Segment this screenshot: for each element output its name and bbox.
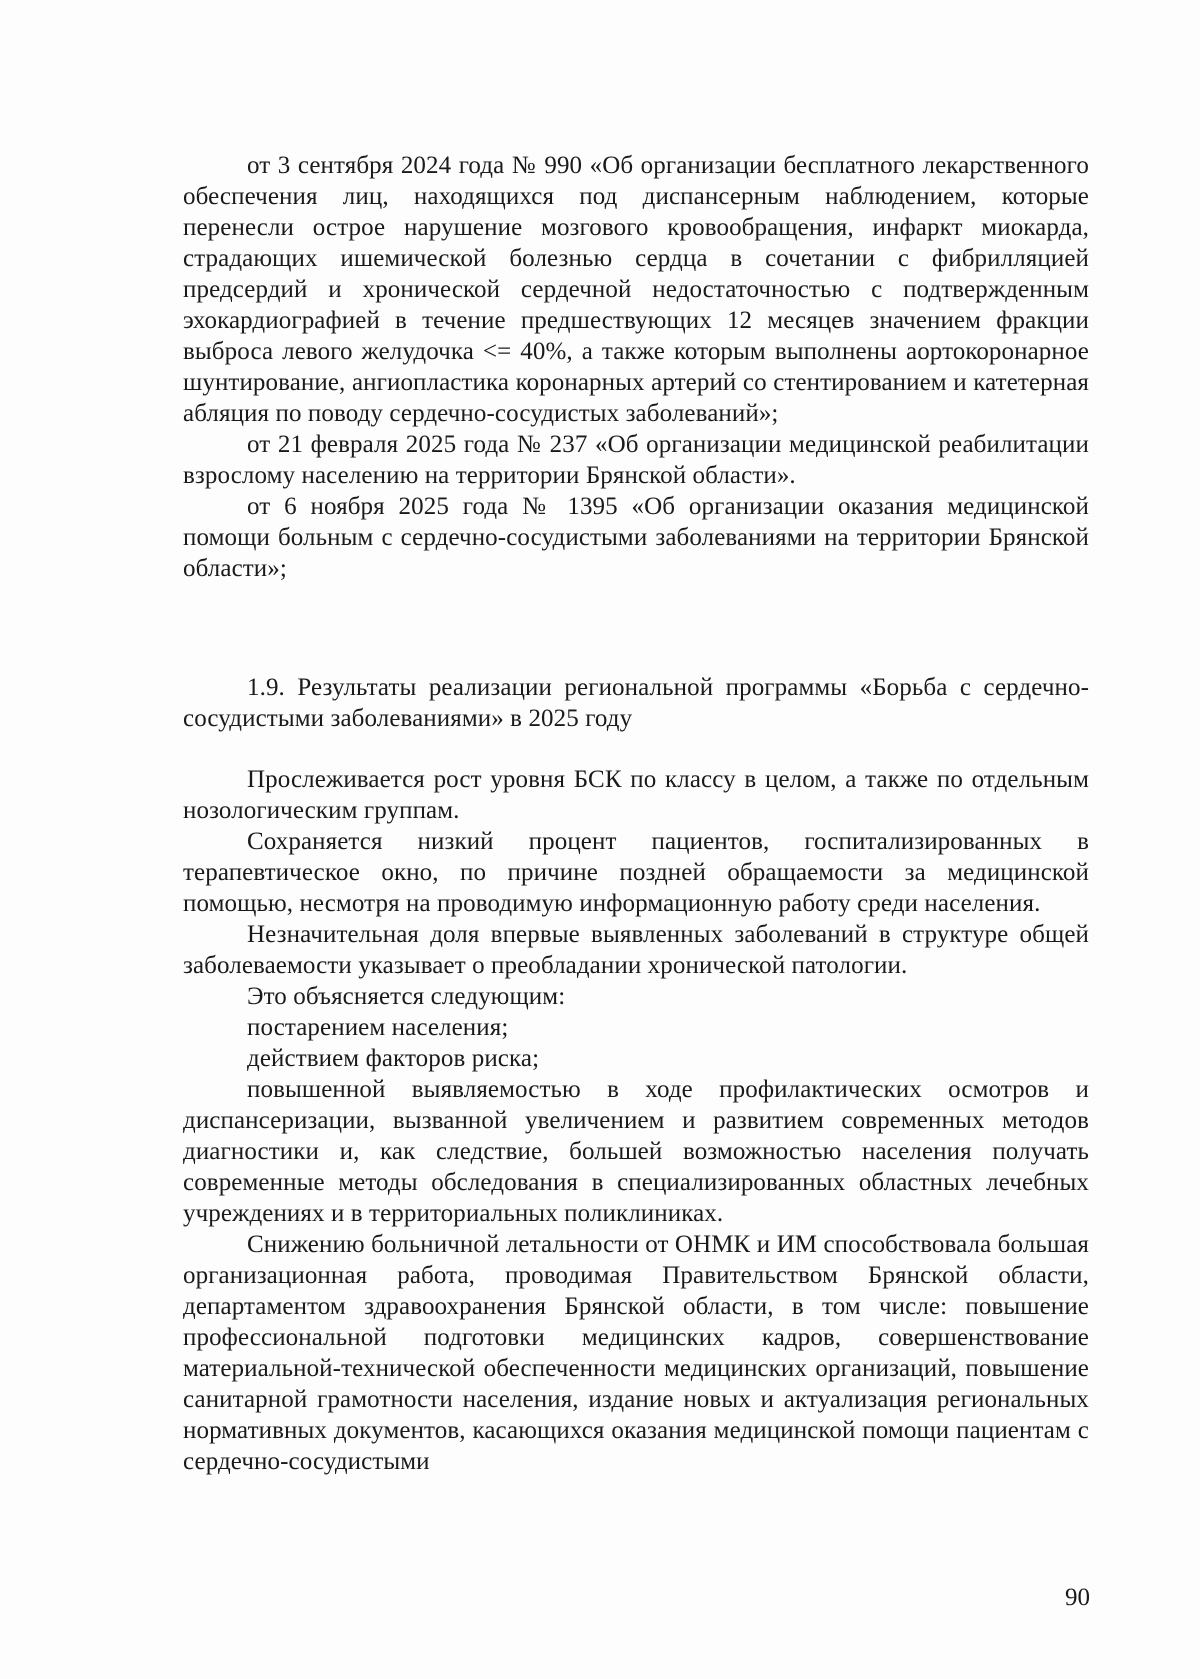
body-paragraph-2: Сохраняется низкий процент пациентов, госпитализированных в терапевтическое окно, по причине поздней обращаемости за медицинской помощью, несмотря на проводимую информационную работу среди населения. [183, 828, 1089, 917]
page-number: 90 [1065, 1584, 1090, 1611]
body-text-block [183, 764, 1089, 1477]
legal-references-block [183, 150, 1089, 584]
body-paragraph-7: повышенной выявляемостью в ходе профилактических осмотров и диспансеризации, вызванной увеличением и развитием современных методов диагностики и, как следствие, большей возможностью населения получать современные методы обследования в специализированных областных лечебных учреждениях и в территориальных поликлиниках. [183, 1076, 1089, 1227]
reference-paragraph-2: от 21 февраля 2025 года № 237 «Об организации медицинской реабилитации взрослому населению на территории Брянской области». [183, 431, 1089, 489]
section-heading: 1.9. Результаты реализации региональной программы «Борьба с сердечно-сосудистыми заболеваниями» в 2025 году [183, 674, 1089, 732]
body-paragraph-8: Снижению больничной летальности от ОНМК и ИМ способствовала большая организационная работа, проводимая Правительством Брянской области, департаментом здравоохранения Брянской области, в том числе: повышение профессиональной подготовки медицинских кадров, совершенствование материальной-технической обеспеченности медицинских организаций, повышение санитарной грамотности населения, издание новых и актуализация региональных нормативных документов, касающихся оказания медицинской помощи пациентам с сердечно-сосудистыми [183, 1231, 1089, 1475]
body-paragraph-4: Это объясняется следующим: [247, 983, 566, 1010]
reference-paragraph-3: от 6 ноября 2025 года № 1395 «Об организации оказания медицинской помощи больным с сердечно-сосудистыми заболеваниями на территории Брянской области»; [183, 493, 1089, 582]
reference-paragraph-1: от 3 сентября 2024 года № 990 «Об организации бесплатного лекарственного обеспечения лиц, находящихся под диспансерным наблюдением, которые перенесли острое нарушение мозгового кровообращения, инфаркт миокарда, страдающих ишемической болезнью сердца в сочетании с фибрилляцией предсердий и хронической сердечной недостаточностью с подтвержденным эхокардиографией в течение предшествующих 12 месяцев значением фракции выброса левого желудочка <= 40%, а также которым выполнены аортокоронарное шунтирование, ангиопластика коронарных артерий со стентированием и катетерная абляция по поводу сердечно-сосудистых заболеваний»; [183, 152, 1089, 427]
body-paragraph-6: действием факторов риска; [247, 1045, 540, 1072]
body-paragraph-1: Прослеживается рост уровня БСК по классу в целом, а также по отдельным нозологическим группам. [183, 766, 1089, 824]
body-paragraph-3: Незначительная доля впервые выявленных заболеваний в структуре общей заболеваемости указывает о преобладании хронической патологии. [183, 921, 1089, 979]
body-paragraph-5: постарением населения; [247, 1014, 509, 1041]
section-heading-block [183, 672, 1089, 734]
